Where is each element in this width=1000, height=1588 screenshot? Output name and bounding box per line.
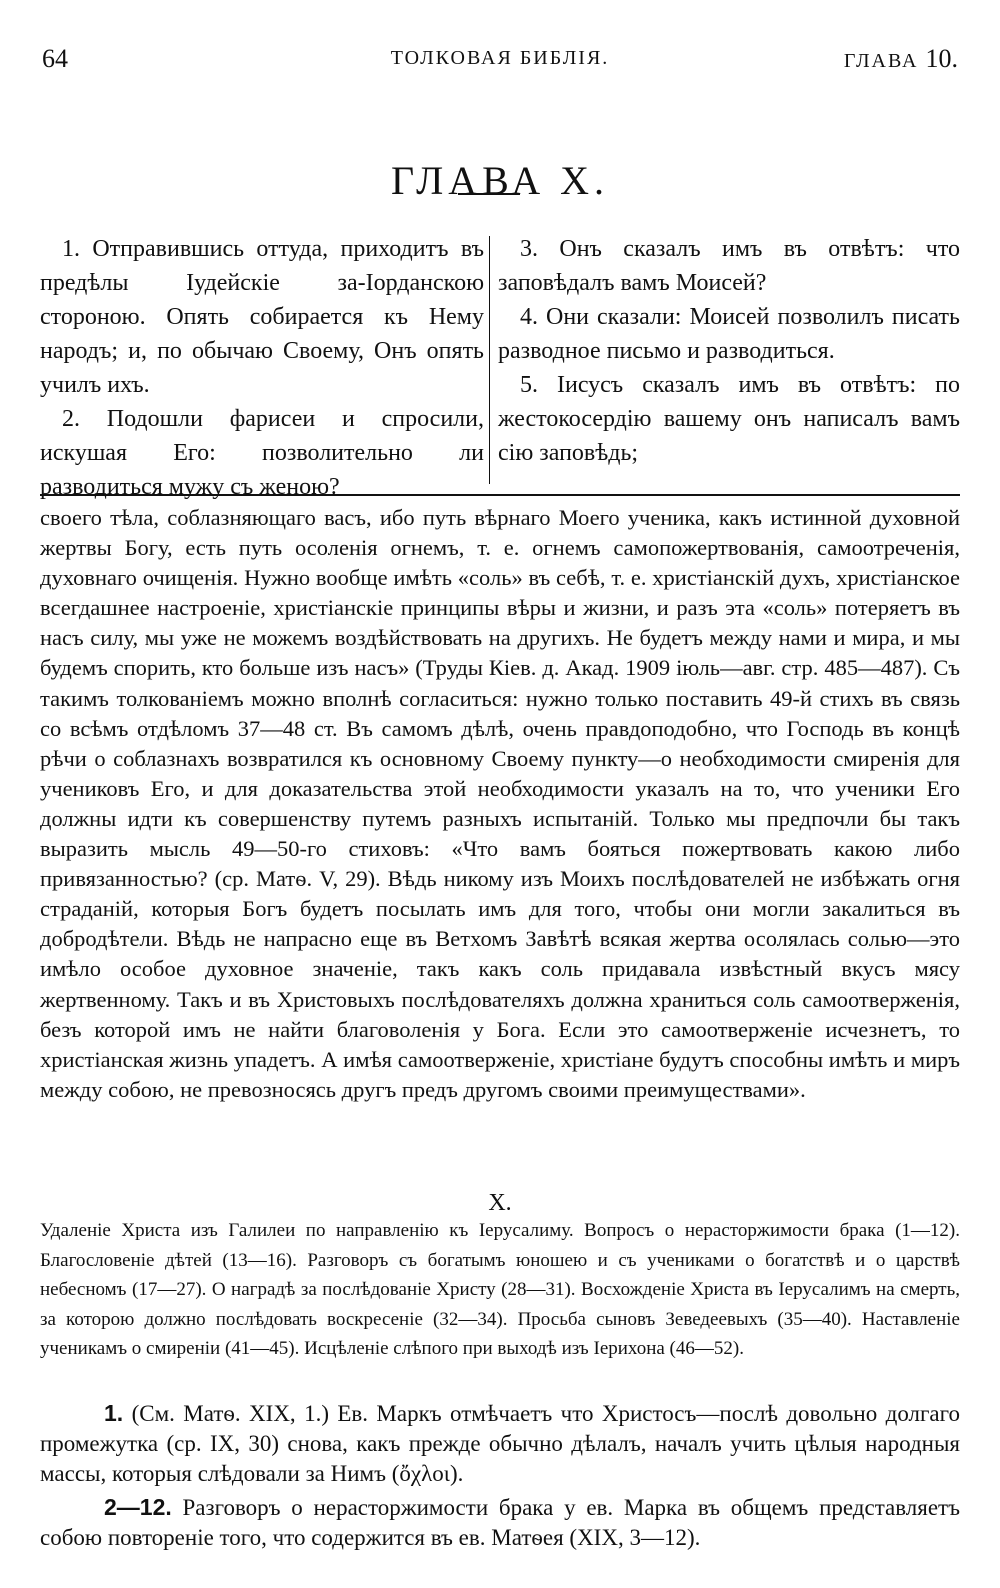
running-chapter-label: ГЛАВА — [843, 50, 919, 72]
verse-4: 4. Они сказали: Моисей позволилъ писать разводное письмо и разводиться. — [498, 304, 960, 364]
commentary-text: своего тѣла, соблазняющаго васъ, ибо путь вѣрнаго Моего ученика, какъ истинной духовной жертвы Богу, есть путь осоленія огнемъ, т. е. огнемъ самопожертвованія, самоотреченія, духовнаго очищенія. Нужно вообще имѣть «соль» въ себѣ, т. е. христіанскій духъ, христіанское всегдашнее настроеніе, христіанскіе принципы вѣры и жизни, и разъ эта «соль» потеряетъ въ насъ силу, мы уже не можемъ воздѣйствовать на другихъ. Не будетъ между нами и мира, и мы будемъ спорить, кто больше изъ насъ» (Труды Кіев. д. Акад. 1909 іюль—авг. стр. 485—487). Съ такимъ толкованіемъ можно вполнѣ согласиться: нужно только поставить 49-й стихъ въ связь со всѣмъ отдѣломъ 37—48 ст. Въ самомъ дѣлѣ, очень правдоподобно, что Господь въ концѣ рѣчи о соблазнахъ возвратился къ основному Своему пункту—о необходимости смиренія для учениковъ Его, и для доказательства этой необходимости указалъ на то, что ученики Его должны идти къ совершенству путемъ разныхъ испытаній. Только мы предпочли бы такъ выразить мысль 49—50-го стиховъ: «Что вамъ бояться пожертвовать какою либо привязанностью? (ср. Матѳ. V, 29). Вѣдь никому изъ Моихъ послѣдователей не избѣжать огня страданій, которыя Богъ будетъ посылать имъ для того, чтобы они могли закалиться въ добродѣтели. Вѣдь не напрасно еще въ Ветхомъ Завѣтѣ всякая жертва осолялась солью—это имѣло особое духовное значеніе, такъ какъ соль придавала извѣстный вкусъ мясу жертвенному. Такъ и въ Христовыхъ послѣдователяхъ должна храниться соль самоотверженія, безъ которой имъ не найти благоволенія у Бога. Если это самоотверженіе исчезнетъ, то христіанская жизнь упадетъ. А имѣя самоотверженіе, христіане будутъ способны имѣть и миръ между собою, не превозносясь другъ предъ другомъ своими преимуществами». — [40, 505, 960, 1102]
commentary-paragraph — [40, 1398, 960, 1489]
running-title: ТОЛКОВАЯ БИБЛІЯ. — [390, 47, 610, 69]
running-chapter — [844, 44, 958, 74]
paragraph-text: (См. Матѳ. XIX, 1.) Ев. Маркъ отмѣчаетъ что Христосъ—послѣ довольно долгаго промежутка (ср. IX, 30) снова, какъ прежде обычно дѣлалъ, началъ учить цѣлыя народныя массы, которыя слѣдовали за Нимъ (ὄχλοι). — [40, 1401, 961, 1486]
title-rule — [458, 193, 520, 195]
section-number: X. — [488, 1190, 512, 1216]
scripture-column-right — [498, 232, 960, 470]
scripture-columns — [40, 232, 960, 500]
commentary-paragraph — [40, 1492, 960, 1553]
section-rule — [40, 494, 960, 496]
scripture-column-left — [40, 232, 484, 504]
verse-reference: 2—12. — [104, 1494, 172, 1520]
page-header — [42, 44, 958, 78]
verse-3: 3. Онъ сказалъ имъ въ отвѣтъ: что заповѣдалъ вамъ Моисей? — [498, 236, 960, 296]
section-summary: Удаленіе Христа изъ Галилеи по направленію къ Іерусалиму. Вопросъ о нерасторжимости брака (1—12). Благословеніе дѣтей (13—16). Разговоръ съ богатымъ юношею и съ учениками о богатствѣ и о царствѣ небесномъ (17—27). О наградѣ за послѣдованіе Христу (28—31). Восхожденіе Христа въ Іерусалимъ на смерть, за которою должно послѣдовать воскресеніе (32—34). Просьба сыновъ Зеведеевыхъ (35—40). Наставленіе ученикамъ о смиреніи (41—45). Исцѣленіе слѣпого при выходѣ изъ Іерихона (46—52). — [40, 1220, 960, 1360]
paragraph-text: Разговоръ о нерасторжимости брака у ев. Марка въ общемъ представляетъ собою повтореніе того, что содержится въ ев. Матѳея (XIX, 3—12). — [40, 1495, 960, 1550]
verse-5: 5. Іисусъ сказалъ имъ въ отвѣтъ: по жестокосердію вашему онъ написалъ вамъ сію заповѣдь; — [498, 372, 960, 466]
verse-2: 2. Подошли фарисеи и спросили, искушая Его: позволительно ли разводиться мужу съ женою? — [40, 406, 484, 500]
verse-reference: 1. — [104, 1400, 124, 1426]
running-chapter-number: 10. — [925, 44, 958, 73]
chapter-title: ГЛАВА X. — [390, 157, 610, 203]
verse-1: 1. Отправившись оттуда, приходитъ въ предѣлы Іудейскіе за-Іорданскою стороною. Опять собирается къ Нему народъ; и, по обычаю Своему, Онъ опять училъ ихъ. — [40, 236, 484, 398]
column-divider — [489, 236, 490, 484]
page-number: 64 — [42, 44, 68, 73]
